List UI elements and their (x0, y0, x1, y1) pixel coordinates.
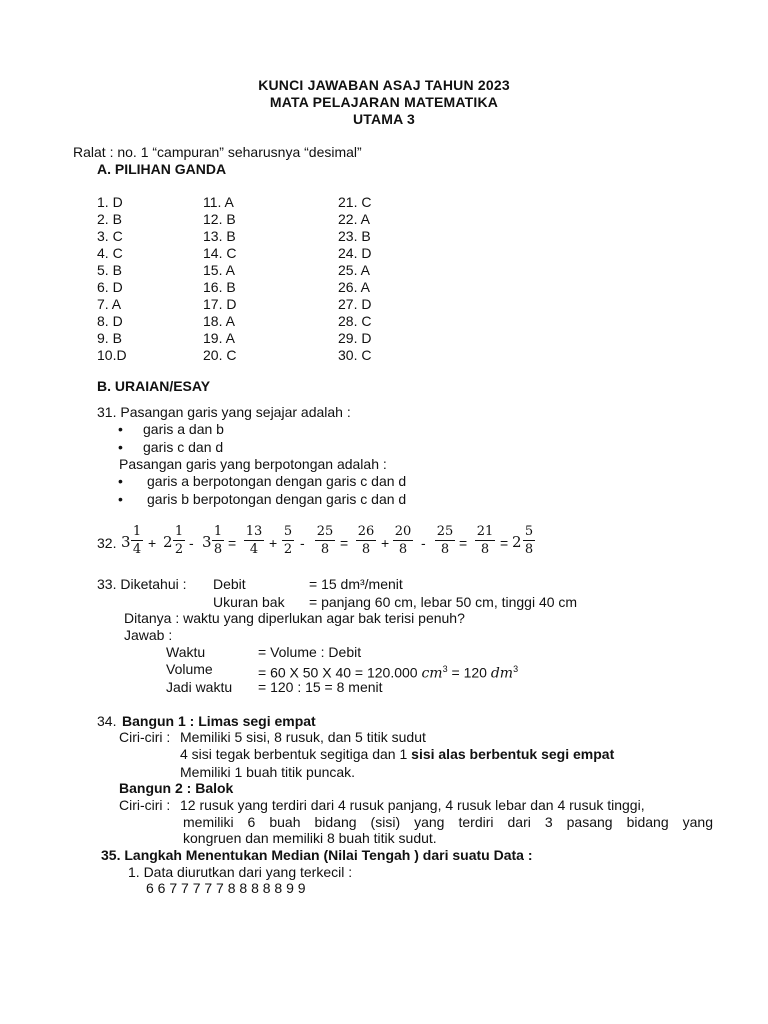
q33-ukuran-value: = panjang 60 cm, lebar 50 cm, tinggi 40 cm (309, 594, 578, 610)
answer-item: 2. B (97, 211, 122, 227)
fraction: 5 2 (283, 524, 293, 557)
q31-intro: 31. Pasangan garis yang sejajar adalah : (97, 404, 351, 420)
answer-item: 3. C (97, 228, 123, 244)
operator-plus: + (148, 535, 157, 551)
q35-title: 35. Langkah Menentukan Median (Nilai Tengah ) dari suatu Data : (101, 847, 533, 863)
fraction: 20 8 (394, 524, 412, 557)
answer-item: 9. B (97, 330, 122, 346)
q33-waktu-value: = Volume : Debit (258, 644, 362, 660)
q31-sejajar-item: garis a dan b (143, 421, 224, 437)
answer-item: 21. C (338, 194, 372, 210)
operator-equals: = (459, 535, 468, 551)
q33-debit-value: = 15 dm³/menit (309, 576, 403, 592)
answer-item: 22. A (338, 211, 370, 227)
answer-column-3 (338, 194, 371, 364)
answer-item: 6. D (97, 279, 123, 295)
operator-equals: = (500, 535, 509, 551)
q34-ciri2-line: 12 rusuk yang terdiri dari 4 rusuk panjang, 4 rusuk lebar dan 4 rusuk tinggi, (180, 797, 645, 813)
q33-jadi-value: = 120 : 15 = 8 menit (258, 679, 383, 695)
q33-ditanya: Ditanya : waktu yang diperlukan agar bak terisi penuh? (124, 610, 465, 626)
answer-item: 29. D (338, 330, 372, 346)
operator-minus: - (300, 535, 305, 551)
fraction: 13 4 (245, 524, 263, 557)
fraction: 25 8 (316, 524, 334, 557)
fraction: 1 4 (132, 524, 142, 557)
q35-data: 6 6 7 7 7 7 7 8 8 8 8 8 9 9 (146, 880, 306, 896)
bullet-icon: • (118, 491, 123, 507)
answer-item: 11. A (203, 194, 234, 210)
mixed-whole: 2 (512, 533, 522, 551)
answer-item: 27. D (338, 296, 372, 312)
section-b-title: B. URAIAN/ESAY (97, 378, 211, 394)
answer-item: 30. C (338, 347, 372, 363)
answer-item: 10.D (97, 347, 127, 363)
q34-ciri-label: Ciri-ciri : (119, 797, 171, 813)
fraction: 1 8 (213, 524, 223, 557)
answer-item: 16. B (203, 279, 236, 295)
operator-equals: = (228, 535, 237, 551)
q34-ciri1-line: Memiliki 5 sisi, 8 rusuk, dan 5 titik sudut (180, 729, 426, 745)
fraction: 1 2 (174, 524, 184, 557)
answer-item: 23. B (338, 228, 371, 244)
bullet-icon: • (118, 421, 123, 437)
q33-waktu-label: Waktu (166, 644, 206, 660)
mixed-whole: 2 (163, 533, 173, 551)
q33-debit-label: Debit (213, 576, 246, 592)
q34-ciri2-line: memiliki 6 buah bidang (sisi) yang terdiri dari 3 pasang bidang yang (183, 814, 713, 830)
bullet-icon: • (118, 473, 123, 489)
doc-title: KUNCI JAWABAN ASAJ TAHUN 2023 (258, 77, 510, 93)
q34-ciri1-line: Memiliki 1 buah titik puncak. (180, 764, 356, 780)
q33-label: 33. Diketahui : (97, 576, 187, 592)
fraction: 21 8 (476, 524, 494, 557)
q34-ciri2-line: kongruen dan memiliki 8 buah titik sudut. (183, 830, 437, 846)
operator-plus: + (381, 535, 390, 551)
answer-item: 20. C (203, 347, 237, 363)
q34-bangun2-title: Bangun 2 : Balok (119, 780, 234, 796)
answer-item: 4. C (97, 245, 123, 261)
section-a-title: A. PILIHAN GANDA (97, 161, 227, 177)
q35-step1: 1. Data diurutkan dari yang terkecil : (128, 864, 353, 880)
bullet-icon: • (118, 439, 123, 455)
q31-intro2: Pasangan garis yang berpotongan adalah : (119, 456, 387, 472)
answer-item: 12. B (203, 211, 236, 227)
q34-ciri1-line: 4 sisi tegak berbentuk segitiga dan 1 sisi alas berbentuk segi empat (180, 746, 615, 762)
operator-minus: - (421, 535, 426, 551)
q31-sejajar-item: garis c dan d (143, 439, 224, 455)
q31-berpotongan-item: garis b berpotongan dengan garis c dan d (147, 491, 407, 507)
answer-item: 14. C (203, 245, 237, 261)
q33-ukuran-label: Ukuran bak (213, 594, 285, 610)
operator-minus: - (189, 535, 194, 551)
fraction: 5 8 (524, 524, 534, 557)
answer-item: 18. A (203, 313, 235, 329)
q33-volume-value: = 60 X 50 X 40 = 120.000 $cm^3 = 120$ $dm^3$ (258, 664, 519, 682)
fraction: 25 8 (436, 524, 454, 557)
answer-item: 15. A (203, 262, 235, 278)
doc-subject: MATA PELAJARAN MATEMATIKA (269, 94, 499, 110)
answer-item: 7. A (97, 296, 122, 312)
answer-item: 26. A (338, 279, 370, 295)
q33-jadi-label: Jadi waktu (166, 679, 233, 695)
mixed-whole: 3 (121, 533, 131, 551)
answer-item: 1. D (97, 194, 123, 210)
answer-item: 19. A (203, 330, 235, 346)
q33-volume-label: Volume (166, 661, 213, 677)
operator-plus: + (269, 535, 278, 551)
q34-label: 34. (97, 713, 117, 729)
answer-item: 17. D (203, 296, 237, 312)
answer-item: 24. D (338, 245, 372, 261)
doc-variant: UTAMA 3 (352, 111, 416, 127)
mixed-whole: 3 (202, 533, 212, 551)
answer-item: 25. A (338, 262, 370, 278)
answer-column-2 (203, 194, 236, 364)
answer-column-1 (97, 194, 127, 364)
q32-label: 32. (97, 535, 117, 551)
q33-jawab: Jawab : (124, 627, 173, 643)
fraction: 26 8 (357, 524, 375, 557)
operator-equals: = (340, 535, 349, 551)
ralat-note: Ralat : no. 1 “campuran” seharusnya “desimal” (73, 144, 362, 160)
q31-berpotongan-item: garis a berpotongan dengan garis c dan d (147, 473, 407, 489)
q34-ciri-label: Ciri-ciri : (119, 729, 171, 745)
answer-item: 13. B (203, 228, 236, 244)
answer-item: 5. B (97, 262, 122, 278)
answer-item: 28. C (338, 313, 372, 329)
answer-item: 8. D (97, 313, 123, 329)
q34-bangun1-title: Bangun 1 : Limas segi empat (122, 713, 316, 729)
